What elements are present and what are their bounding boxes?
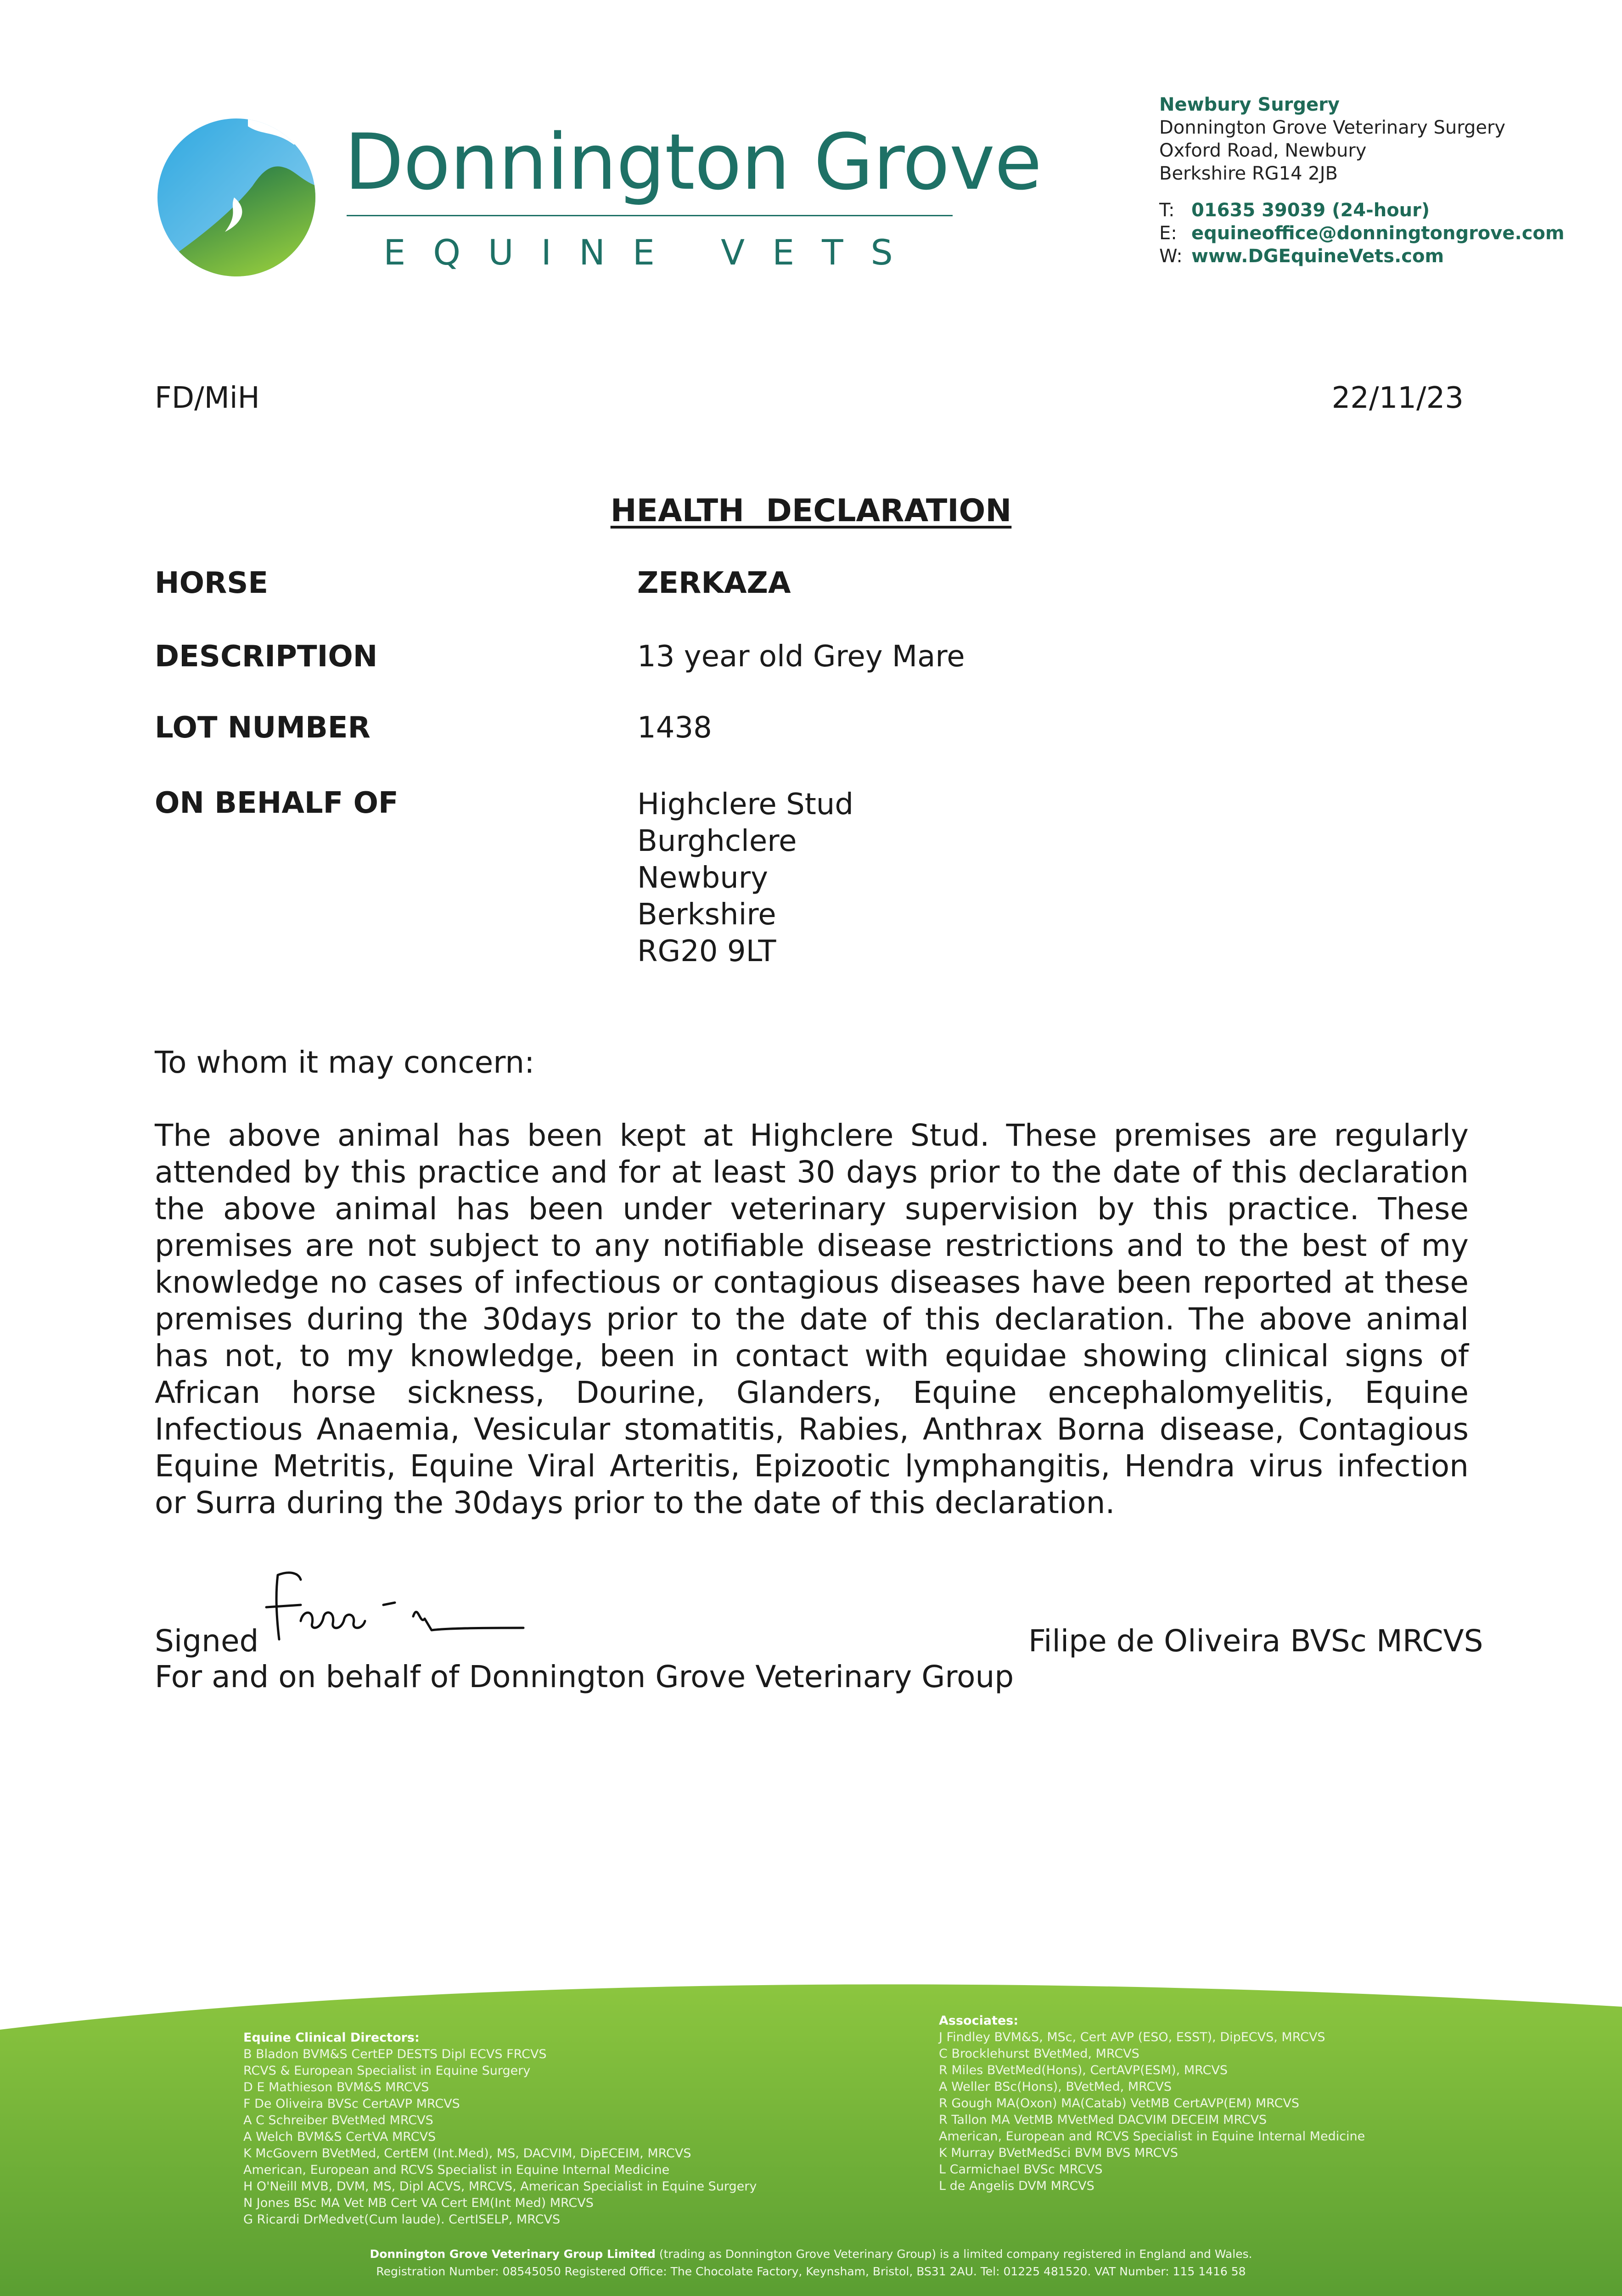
director-entry: American, European and RCVS Specialist in Equine Internal Medicine <box>243 2163 670 2177</box>
company-registration-line <box>0 2245 1622 2263</box>
horse-name: ZERKAZA <box>637 566 791 600</box>
letter-date: 22/11/23 <box>1331 381 1464 415</box>
signed-label: Signed <box>155 1623 259 1659</box>
associate-entry: L de Angelis DVM MRCVS <box>939 2179 1094 2193</box>
director-entry: F De Oliveira BVSc CertAVP MRCVS <box>243 2097 460 2111</box>
directors-heading: Equine Clinical Directors: <box>243 2031 420 2045</box>
contact-block <box>1159 93 1572 268</box>
associate-entry: R Tallon MA VetMB MVetMed DACVIM DECEIM MRCVS <box>939 2113 1267 2127</box>
associate-entry: C Brocklehurst BVetMed, MRCVS <box>939 2047 1139 2061</box>
web-row <box>1159 245 1572 268</box>
address-line: Berkshire RG14 2JB <box>1159 163 1338 184</box>
logo-wordmark: Donnington Grove <box>344 117 1042 207</box>
associate-entry: A Weller BSc(Hons), BVetMed, MRCVS <box>939 2080 1172 2094</box>
lot-number-label: LOT NUMBER <box>155 711 370 745</box>
director-entry: A C Schreiber BVetMed MRCVS <box>243 2113 433 2127</box>
signer-name: Filipe de Oliveira BVSc MRCVS <box>1028 1623 1483 1659</box>
director-entry: A Welch BVM&S CertVA MRCVS <box>243 2130 436 2144</box>
director-entry: H O'Neill MVB, DVM, MS, Dipl ACVS, MRCVS, American Specialist in Equine Surgery <box>243 2179 757 2194</box>
salutation: To whom it may concern: <box>155 1045 535 1080</box>
phone-row <box>1159 199 1572 222</box>
address-line: Oxford Road, Newbury <box>1159 140 1367 161</box>
declaration-paragraph: The above animal has been kept at Highclere Stud. These premises are regularly attended by this practice and for at least 30 days prior to the date of this declaration the above animal has been under veterinary supervision by this practice. These premises are not subject to any notifiable disease restrictions and to the best of my knowledge no cases of infectious or contagious diseases have been reported at these premises during the 30days prior to the date of this declaration. The above animal has not, to my knowledge, been in contact with equidae showing clinical signs of African horse sickness, Dourine, Glanders, Equine encephalomyelitis, Equine Infectious Anaemia, Vesicular stomatitis, Rabies, Anthrax Borna disease, Contagious Equine Metritis, Equine Viral Arteritis, Epizootic lymphangitis, Hendra virus infection or Surra during the 30days prior to the date of this declaration. <box>155 1118 1469 1520</box>
company-name: Donnington Grove Veterinary Group Limited <box>370 2247 656 2261</box>
donnington-grove-logo-icon <box>156 117 317 278</box>
associate-entry: R Miles BVetMed(Hons), CertAVP(ESM), MRCVS <box>939 2063 1228 2077</box>
address-line: RG20 9LT <box>637 934 776 968</box>
document-title <box>459 493 1163 529</box>
email-label: E: <box>1159 223 1177 244</box>
on-behalf-line: For and on behalf of Donnington Grove Veterinary Group <box>155 1659 1014 1694</box>
lot-number-value: 1438 <box>637 711 712 745</box>
document-title-text: HEALTH DECLARATION <box>610 493 1012 529</box>
director-entry: G Ricardi DrMedvet(Cum laude). CertISELP, MRCVS <box>243 2212 561 2227</box>
associate-entry: K Murray BVetMedSci BVM BVS MRCVS <box>939 2146 1179 2160</box>
address-line: Berkshire <box>637 898 776 932</box>
clinical-directors-list <box>243 2030 932 2228</box>
director-entry: N Jones BSc MA Vet MB Cert VA Cert EM(Int Med) MRCVS <box>243 2196 594 2210</box>
owner-address <box>637 786 853 970</box>
associates-list <box>939 2013 1582 2195</box>
company-legal-notice <box>0 2245 1622 2280</box>
phone-label: T: <box>1159 200 1175 221</box>
associates-heading: Associates: <box>939 2014 1019 2028</box>
director-entry: D E Mathieson BVM&S MRCVS <box>243 2080 429 2094</box>
address-line: Donnington Grove Veterinary Surgery <box>1159 117 1506 138</box>
email-row <box>1159 222 1572 245</box>
associate-entry: L Carmichael BVSc MRCVS <box>939 2162 1103 2177</box>
registration-details: Registration Number: 08545050 Registered Office: The Chocolate Factory, Keynsham, Bristol, BS31 2AU. Tel: 01225 481520. VAT Number: 115 1416 58 <box>376 2265 1246 2278</box>
phone-number: 01635 39039 (24-hour) <box>1191 200 1430 221</box>
company-trading-text: (trading as Donnington Grove Veterinary Group) is a limited company registered in England and Wales. <box>655 2247 1252 2261</box>
associate-entry: J Findley BVM&S, MSc, Cert AVP (ESO, ESST), DipECVS, MRCVS <box>939 2030 1325 2044</box>
director-entry: B Bladon BVM&S CertEP DESTS Dipl ECVS FRCVS <box>243 2047 547 2061</box>
handwritten-signature <box>257 1566 542 1649</box>
address-line: Newbury <box>637 861 768 895</box>
director-entry: K McGovern BVetMed, CertEM (Int.Med), MS, DACVIM, DipECEIM, MRCVS <box>243 2146 691 2161</box>
reference: FD/MiH <box>155 381 260 415</box>
associate-entry: R Gough MA(Oxon) MA(Catab) VetMB CertAVP(EM) MRCVS <box>939 2096 1300 2110</box>
email-link[interactable]: equineoffice@donningtongrove.com <box>1191 223 1565 244</box>
horse-label: HORSE <box>155 566 269 600</box>
address-line: Burghclere <box>637 824 797 858</box>
associate-entry: American, European and RCVS Specialist in Equine Internal Medicine <box>939 2129 1365 2144</box>
surgery-name: Newbury Surgery <box>1159 94 1340 115</box>
web-label: W: <box>1159 246 1183 267</box>
website-link[interactable]: www.DGEquineVets.com <box>1191 246 1444 267</box>
address-line: Highclere Stud <box>637 788 853 822</box>
description-value: 13 year old Grey Mare <box>637 640 965 674</box>
logo-divider <box>347 215 953 216</box>
description-label: DESCRIPTION <box>155 640 378 674</box>
logo-subtitle: EQUINE VETS <box>383 232 920 273</box>
on-behalf-label: ON BEHALF OF <box>155 786 398 820</box>
director-entry: RCVS & European Specialist in Equine Surgery <box>243 2064 531 2078</box>
